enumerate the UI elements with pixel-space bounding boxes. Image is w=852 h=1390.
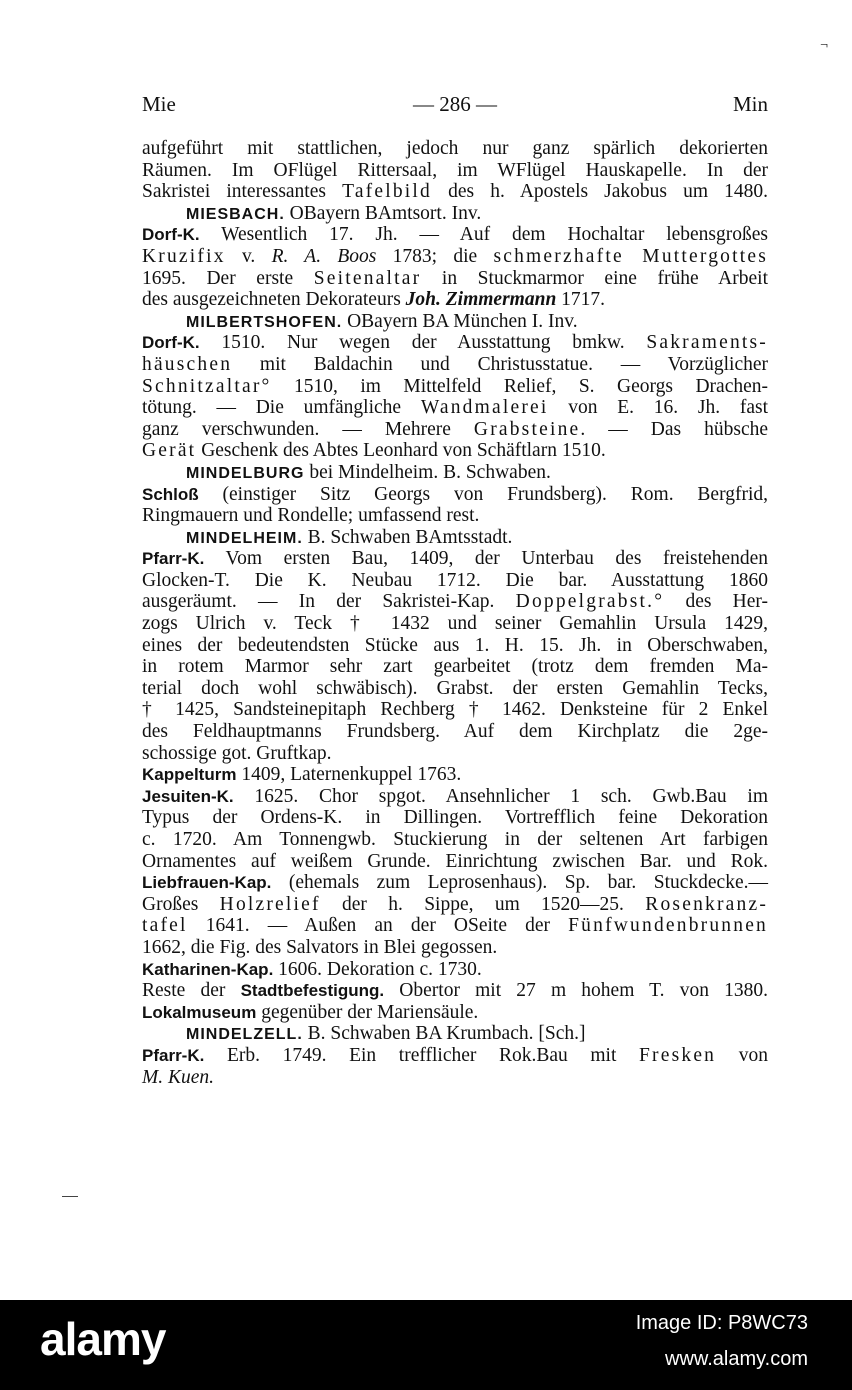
text-line <box>142 872 768 894</box>
text-run: 1641. — Außen an der OSeite der <box>187 915 569 937</box>
text-line <box>142 246 768 268</box>
text-run: 1625. Chor spgot. Ansehnlicher 1 sch. Gwb.Bau im <box>233 785 768 807</box>
text-run: (ehemals zum Leprosenhaus). Sp. bar. Stuckdecke.— <box>271 872 768 894</box>
text-run: des h. Apostels Jakobus um 1480. <box>432 181 769 203</box>
text-run: terial doch wohl schwäbisch). Grabst. der ersten Gemahlin Tecks, <box>142 677 768 699</box>
text-line <box>142 980 768 1002</box>
text-run: gegenüber der Mariensäule. <box>256 1001 479 1023</box>
artist-name: R. A. Boos <box>271 245 377 267</box>
entry-keyword: Jesuiten-K. <box>142 786 234 806</box>
page-number: — 286 — <box>413 92 497 116</box>
entry-keyword: Schloß <box>142 484 199 504</box>
text-line <box>142 699 768 721</box>
text-run: von E. 16. Jh. fast <box>548 397 769 419</box>
text-line <box>142 635 768 657</box>
text-line <box>142 829 768 851</box>
text-line <box>142 1023 768 1045</box>
artist-name: M. Kuen. <box>142 1066 215 1088</box>
text-line <box>142 570 768 592</box>
text-run: 1409, Laternenkuppel 1763. <box>236 764 462 786</box>
text-run: 1606. Dekoration c. 1730. <box>273 958 482 980</box>
text-run: aufgeführt mit stattlichen, jedoch nur ganz spärlich dekorierten <box>142 138 768 159</box>
text-run: B. Schwaben BA Krumbach. [Sch.] <box>302 1023 586 1045</box>
text-line <box>142 678 768 700</box>
text-run: Erb. 1749. Ein trefflicher Rok.Bau mit <box>204 1044 639 1066</box>
text-run: zogs Ulrich v. Teck † 1432 und seiner Gemahlin Ursula 1429, <box>142 613 768 635</box>
text-line <box>142 1002 768 1024</box>
spaced-term: tafel <box>142 915 188 937</box>
text-run: von <box>716 1044 768 1066</box>
text-run: OBayern BA München I. Inv. <box>342 310 578 332</box>
text-run: † 1425, Sandsteinepitaph Rechberg † 1462. Denksteine für 2 Enkel <box>142 699 768 721</box>
text-run: des ausgezeichneten Dekorateurs <box>142 289 406 311</box>
text-line <box>142 721 768 743</box>
spaced-term: schmerzhafte Muttergottes <box>493 245 768 267</box>
text-run: (einstiger Sitz Georgs von Frundsberg). Rom. Bergfrid, <box>198 483 768 505</box>
text-line <box>142 354 768 376</box>
text-line <box>142 959 768 981</box>
text-run: Großes <box>142 893 220 915</box>
text-run: 1695. Der erste <box>142 267 314 289</box>
entry-keyword: Stadtbefestigung. <box>240 981 385 1001</box>
place-heading: MIESBACH. <box>186 205 285 223</box>
text-run: schossige got. Gruftkap. <box>142 742 332 764</box>
place-heading: MINDELZELL. <box>186 1026 303 1044</box>
place-heading: MILBERTSHOFEN. <box>186 313 343 331</box>
text-line <box>142 764 768 786</box>
running-head-right: Min <box>732 92 768 116</box>
text-run: mit Baldachin und Christusstatue. — Vorzüglicher <box>232 353 768 375</box>
text-run: Ornamentes auf weißem Grunde. Einrichtung zwischen Bar. und Rok. <box>142 850 768 872</box>
text-line <box>142 505 768 527</box>
text-line <box>142 224 768 246</box>
text-line <box>142 851 768 873</box>
text-line <box>142 591 768 613</box>
text-run: c. 1720. Am Tonnengwb. Stuckierung in der seltenen Art farbigen <box>142 829 768 850</box>
text-line <box>142 527 768 549</box>
spaced-term: Grabsteine <box>473 418 581 440</box>
running-head-left: Mie <box>142 92 176 116</box>
text-run: Wesentlich 17. Jh. — Auf dem Hochaltar lebensgroßes <box>199 224 768 246</box>
spaced-term: Sakraments- <box>646 332 768 354</box>
spaced-term: Rosenkranz- <box>645 893 769 915</box>
text-run: 1783; die <box>376 245 494 267</box>
text-line <box>142 937 768 959</box>
entry-keyword: Pfarr-K. <box>142 1045 205 1065</box>
text-run: Typus der Ordens-K. in Dillingen. Vortrefflich feine Dekoration <box>142 807 768 829</box>
entry-keyword: Dorf-K. <box>142 333 200 353</box>
text-run: Ringmauern und Rondelle; umfassend rest. <box>142 505 480 527</box>
text-line <box>142 613 768 635</box>
bottom-dash <box>62 1196 78 1197</box>
spaced-term: Schnitzaltar° <box>142 375 272 397</box>
entry-keyword: Kappelturm <box>142 765 237 785</box>
text-line <box>142 311 768 333</box>
text-run: Vom ersten Bau, 1409, der Unterbau des freistehenden <box>204 548 768 570</box>
text-run: Reste der <box>142 980 241 1002</box>
text-run: in rotem Marmor sehr zart gearbeitet (trotz dem fremden Ma- <box>142 656 768 678</box>
spaced-term: Doppelgrabst.° <box>515 591 665 613</box>
text-line <box>142 484 768 506</box>
text-line <box>142 1067 768 1089</box>
text-run: 1662, die Fig. des Salvators in Blei gegossen. <box>142 936 498 958</box>
text-run: des Feldhauptmanns Frundsberg. Auf dem Kirchplatz die 2ge- <box>142 721 768 743</box>
entry-keyword: Liebfrauen-Kap. <box>142 873 272 893</box>
entry-keyword: Lokalmuseum <box>142 1002 257 1022</box>
body-text <box>142 138 768 1088</box>
text-line <box>142 807 768 829</box>
text-run: tötung. — Die umfängliche <box>142 397 421 419</box>
text-line <box>142 1045 768 1067</box>
text-run: Glocken-T. Die K. Neubau 1712. Die bar. Ausstattung 1860 <box>142 569 768 591</box>
text-line <box>142 786 768 808</box>
text-run: eines der bedeutendsten Stücke aus 1. H. 15. Jh. in Oberschwaben, <box>142 634 768 656</box>
site-url: www.alamy.com <box>665 1348 808 1370</box>
text-run: Sakristei interessantes <box>142 181 343 203</box>
text-run: . — Das hübsche <box>580 418 769 440</box>
entry-keyword: Pfarr-K. <box>142 549 205 569</box>
corner-mark: ¬ <box>820 38 828 53</box>
text-line <box>142 397 768 419</box>
spaced-term: Fresken <box>639 1044 717 1066</box>
text-run: Geschenk des Abtes Leonhard von Schäftlarn 1510. <box>196 440 606 462</box>
text-run: bei Mindelheim. B. Schwaben. <box>304 461 551 483</box>
alamy-logo: alamy <box>40 1313 166 1365</box>
text-line <box>142 289 768 311</box>
text-line <box>142 743 768 765</box>
text-line <box>142 160 768 182</box>
text-run: Räumen. Im OFlügel Rittersaal, im WFlügel Hauskapelle. In der <box>142 159 768 181</box>
text-line <box>142 440 768 462</box>
spaced-term: Seitenaltar <box>313 267 422 289</box>
text-line <box>142 419 768 441</box>
text-line <box>142 268 768 290</box>
spaced-term: Wandmalerei <box>420 397 549 419</box>
text-line <box>142 656 768 678</box>
image-id: Image ID: P8WC73 <box>635 1312 808 1334</box>
text-run: Obertor mit 27 m hohem T. von 1380. <box>384 980 768 1002</box>
text-line <box>142 894 768 916</box>
text-line <box>142 181 768 203</box>
text-line <box>142 462 768 484</box>
text-run: ausgeräumt. — In der Sakristei-Kap. <box>142 591 516 613</box>
spaced-term: Kruzifix <box>142 245 226 267</box>
text-run: B. Schwaben BAmtsstadt. <box>302 526 513 548</box>
text-run: 1717. <box>556 289 606 311</box>
text-run: ganz verschwunden. — Mehrere <box>142 418 474 440</box>
entry-keyword: Dorf-K. <box>142 225 200 245</box>
spaced-term: Fünfwundenbrunnen <box>568 915 768 937</box>
spaced-term: Tafelbild <box>342 181 432 203</box>
entry-keyword: Katharinen-Kap. <box>142 959 274 979</box>
text-line <box>142 203 768 225</box>
text-run: des Her- <box>664 591 769 613</box>
artist-name: Joh. Zimmermann <box>405 289 557 311</box>
running-head <box>142 92 768 122</box>
place-heading: MINDELHEIM. <box>186 529 303 547</box>
text-run: 1510, im Mittelfeld Relief, S. Georgs Drachen- <box>271 375 768 397</box>
spaced-term: Holzrelief <box>219 893 321 915</box>
spaced-term: Gerät <box>142 440 197 462</box>
text-run: in Stuckmarmor eine frühe Arbeit <box>421 267 768 289</box>
text-line <box>142 548 768 570</box>
spaced-term: häuschen <box>142 353 233 375</box>
text-line <box>142 332 768 354</box>
text-run: v. <box>225 245 272 267</box>
place-heading: MINDELBURG <box>186 464 305 482</box>
watermark-footer <box>0 1300 852 1390</box>
text-line <box>142 376 768 398</box>
text-run: OBayern BAmtsort. Inv. <box>284 202 482 224</box>
text-line <box>142 915 768 937</box>
text-run: 1510. Nur wegen der Ausstattung bmkw. <box>199 332 647 354</box>
text-line <box>142 138 768 160</box>
text-run: der h. Sippe, um 1520—25. <box>320 893 646 915</box>
